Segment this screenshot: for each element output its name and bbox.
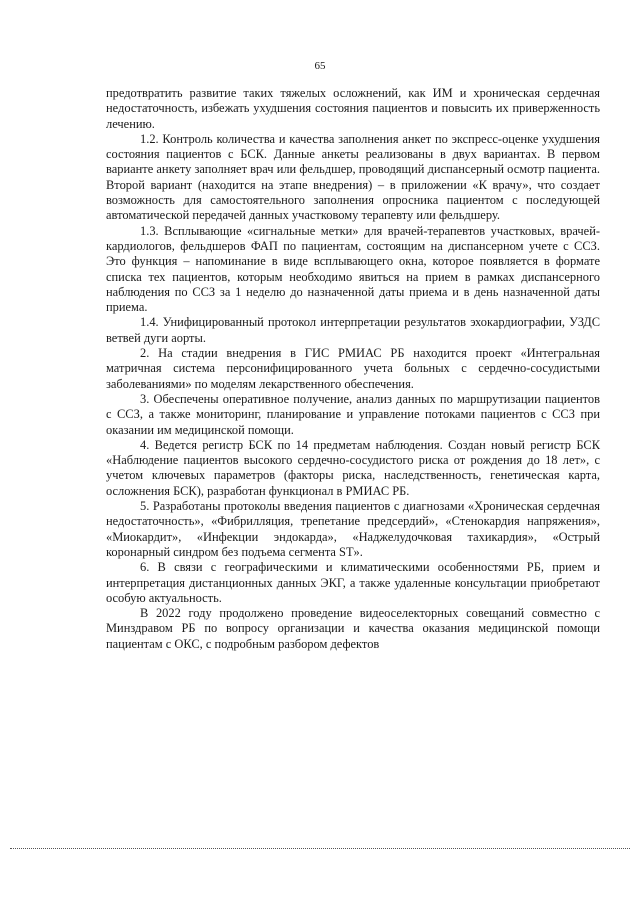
paragraph-4: 4. Ведется регистр БСК по 14 предметам наблюдения. Создан новый регистр БСК «Наблюдение пациентов высокого сердечно-сосудистого риска от рождения до 18 лет», с учетом ключевых параметров (факторы риска, наследственность, генетическая карта, осложнения БСК), разработан функционал в РМИАС РБ. — [106, 437, 600, 498]
paragraph-5: 5. Разработаны протоколы введения пациентов с диагнозами «Хроническая сердечная недостаточность», «Фибрилляция, трепетание предсердий», «Стенокардия напряжения», «Миокардит», «Инфекции эндокарда», «Наджелудочковая тахикардия», «Острый коронарный синдром без подъема сегмента ST». — [106, 499, 600, 559]
paragraph-continuation: предотвратить развитие таких тяжелых осложнений, как ИМ и хроническая сердечная недостаточность, избежать ухудшения состояния пациентов и повысить их приверженность лечению. — [106, 86, 600, 131]
paragraph-1-2: 1.2. Контроль количества и качества заполнения анкет по экспресс-оценке ухудшения состояния пациентов с БСК. Данные анкеты реализованы в двух вариантах. В первом варианте анкету заполняет врач или фельдшер, проводящий диспансерный осмотр пациента. Второй вариант (находится на этапе внедрения) – в приложении «К врачу», что создает возможность для самостоятельного заполнения опросника пациентом с последующей автоматической передачей данных участковому терапевту или фельдшеру. — [106, 131, 600, 223]
paragraph-1-3: 1.3. Всплывающие «сигнальные метки» для врачей-терапевтов участковых, врачей-кардиологов, фельдшеров ФАП по пациентам, состоящим на диспансерном учете с ССЗ. Это функция – напоминание в виде всплывающего окна, которое появляется в формате списка тех пациентов, которым необходимо явиться на прием в рамках диспансерного наблюдения по ССЗ за 1 неделю до назначенной даты приема и в день назначенной даты приема. — [106, 223, 600, 315]
paragraph-3: 3. Обеспечены оперативное получение, анализ данных по маршрутизации пациентов с ССЗ, а также мониторинг, планирование и управление потоками пациентов с ССЗ при оказании им медицинской помощи. — [106, 391, 600, 437]
page-number: 65 — [314, 60, 326, 72]
paragraph-6: 6. В связи с географическими и климатическими особенностями РБ, прием и интерпретация дистанционных данных ЭКГ, а также удаленные консультации приобретают особую актуальность. — [106, 560, 600, 605]
document-body — [106, 86, 600, 652]
footer-divider — [10, 848, 630, 849]
paragraph-2: 2. На стадии внедрения в ГИС РМИАС РБ находится проект «Интегральная матричная система персонифицированного учета больных с сердечно-сосудистыми заболеваниями» по моделям лекарственного обеспечения. — [106, 346, 600, 391]
paragraph-1-4: 1.4. Унифицированный протокол интерпретации результатов эхокардиографии, УЗДС ветвей дуги аорты. — [106, 315, 600, 345]
paragraph-2022: В 2022 году продолжено проведение видеоселекторных совещаний совместно с Минздравом РБ по вопросу организации и качества оказания медицинской помощи пациентам с ОКС, с подробным разбором дефектов — [106, 606, 600, 651]
